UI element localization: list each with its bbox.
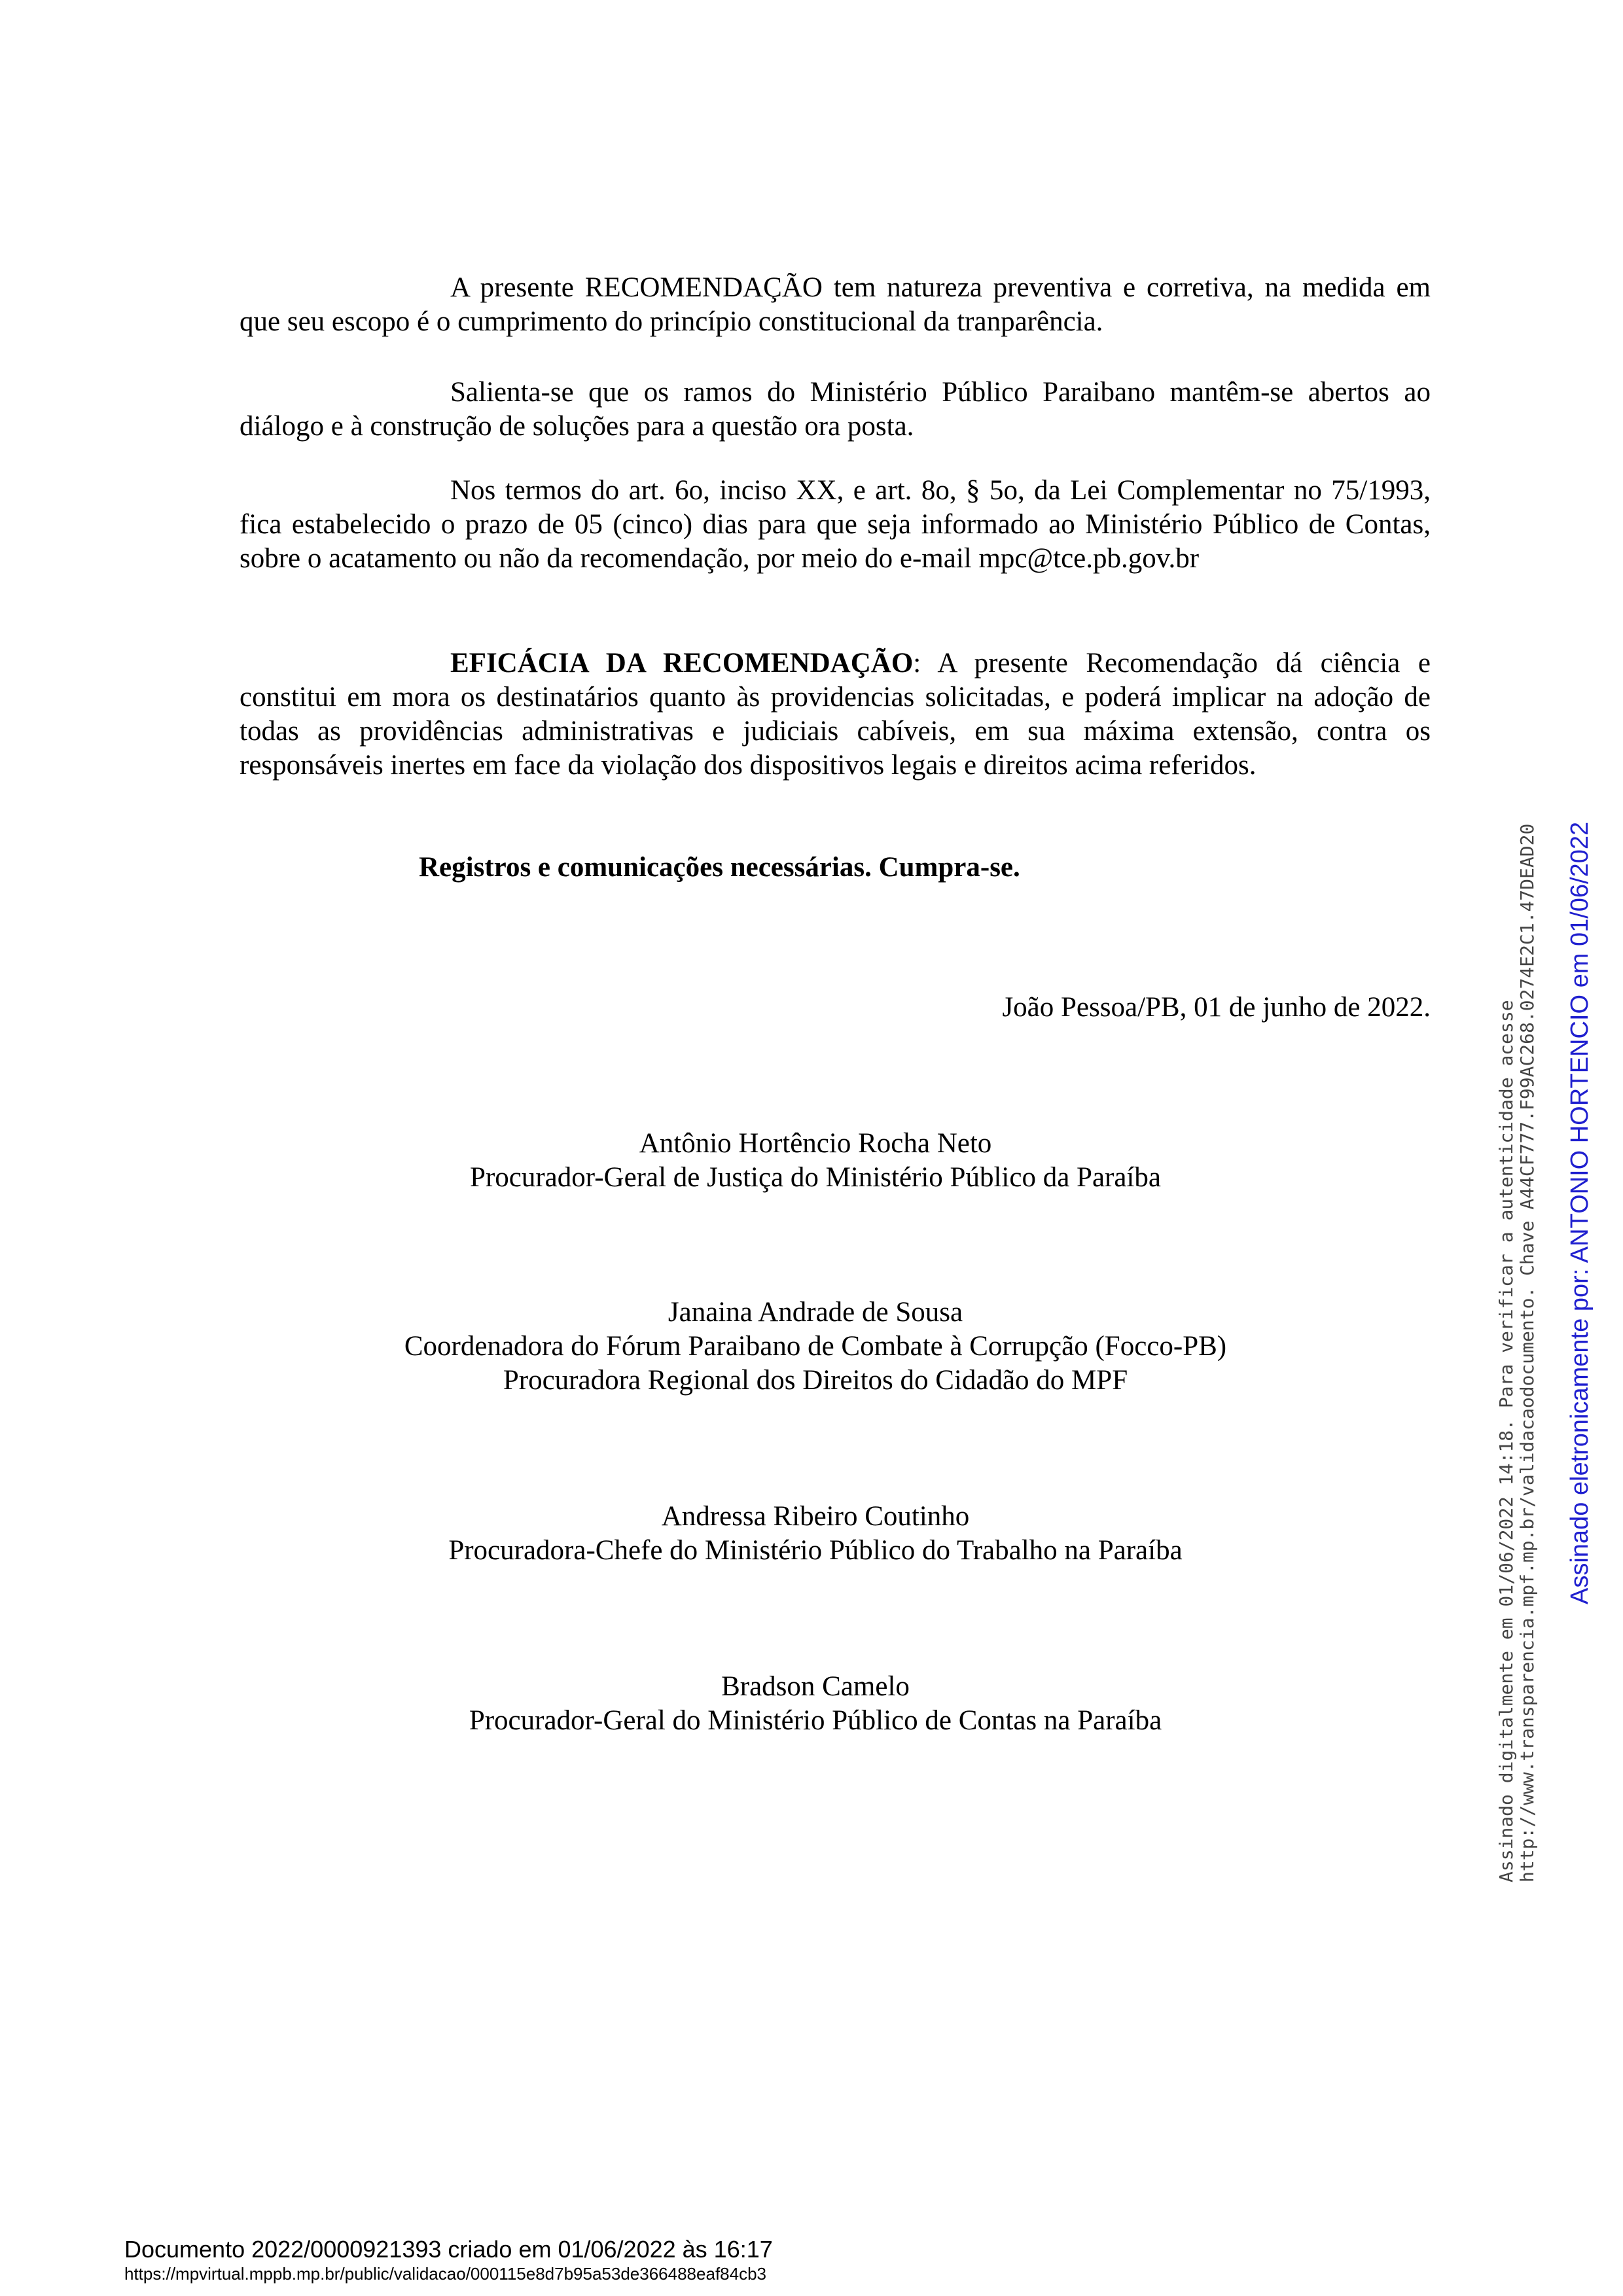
signer-name: Andressa Ribeiro Coutinho: [661, 1501, 970, 1532]
closing-statement: Registros e comunicações necessárias. Cumpra-se.: [419, 852, 1020, 883]
signer-name: Bradson Camelo: [721, 1671, 910, 1702]
footer-validation-url: https://mpvirtual.mppb.mp.br/public/validacao/000115e8d7b95a53de366488eaf84cb3: [124, 2264, 767, 2284]
paragraph-dialogue: [240, 376, 1431, 444]
signature-block: [240, 1127, 1391, 1195]
signer-role: Procuradora-Chefe do Ministério Público do Trabalho na Paraíba: [448, 1535, 1183, 1566]
efficacy-heading: EFICÁCIA DA RECOMENDAÇÃO: [450, 648, 914, 679]
efficacy-body: : A presente Recomendação dá ciência e constitui em mora os destinatários quanto às providencias solicitadas, e poderá implicar na adoção de todas as providências administrativas e judiciais cabíveis, em sua máxima extensão, contra os responsáveis inertes em face da violação dos dispositivos legais e direitos acima referidos.: [240, 648, 1431, 781]
date-location: João Pessoa/PB, 01 de junho de 2022.: [1002, 992, 1431, 1023]
signer-role: Procuradora Regional dos Direitos do Cidadão do MPF: [503, 1365, 1128, 1396]
paragraph-efficacy: [240, 646, 1431, 783]
signer-role: Procurador-Geral de Justiça do Ministério Público da Paraíba: [470, 1162, 1161, 1193]
signer-name: Antônio Hortêncio Rocha Neto: [639, 1128, 992, 1159]
paragraph-text: A presente RECOMENDAÇÃO tem natureza preventiva e corretiva, na medida em que seu escopo é o cumprimento do princípio constitucional da tranparência.: [240, 272, 1431, 337]
signer-role: Coordenadora do Fórum Paraibano de Combate à Corrupção (Focco-PB): [404, 1331, 1227, 1362]
paragraph-nature: [240, 271, 1431, 339]
paragraph-text: [240, 646, 1431, 783]
signature-block: [240, 1670, 1391, 1738]
signature-block: [240, 1296, 1391, 1398]
paragraph-deadline: [240, 474, 1431, 576]
signer-name: Janaina Andrade de Sousa: [668, 1297, 963, 1328]
signature-block: [240, 1500, 1391, 1568]
digital-signature-stamp: Assinado digitalmente em 01/06/2022 14:18. Para verificar a autenticidade acesse: [1495, 1000, 1517, 1882]
signer-role: Procurador-Geral do Ministério Público de Contas na Paraíba: [469, 1705, 1162, 1736]
paragraph-text: Nos termos do art. 6o, inciso XX, e art. 8o, § 5o, da Lei Complementar no 75/1993, fica estabelecido o prazo de 05 (cinco) dias para que seja informado ao Ministério Público de Contas, sobre o acatamento ou não da recomendação, por meio do e-mail mpc@tce.pb.gov.br: [240, 475, 1431, 574]
electronic-signature-stamp: Assinado eletronicamente por: ANTONIO HORTENCIO em 01/06/2022: [1566, 821, 1594, 1604]
validation-link-stamp: http://www.transparencia.mpf.mp.br/validacaodocumento. Chave A44CF777.F99AC268.0274E2C1.47DEAD20: [1516, 823, 1538, 1882]
paragraph-text: Salienta-se que os ramos do Ministério Público Paraibano mantêm-se abertos ao diálogo e à construção de soluções para a questão ora posta.: [240, 377, 1431, 442]
footer-document-id: Documento 2022/0000921393 criado em 01/06/2022 às 16:17: [124, 2236, 773, 2263]
